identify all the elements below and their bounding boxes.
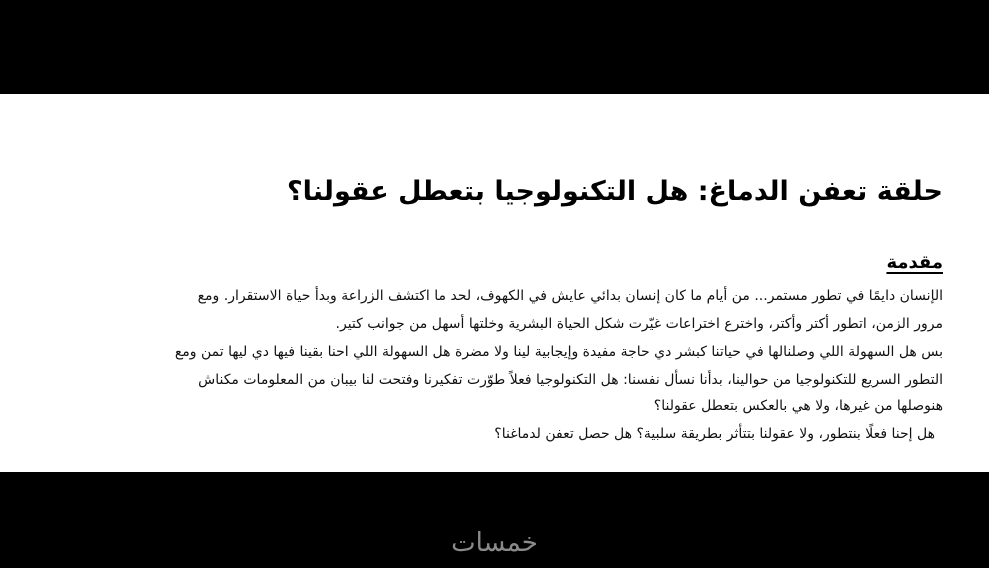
paragraph-line: مرور الزمن، اتطور أكتر وأكتر، واخترع اختراعات غيّرت شكل الحياة البشرية وخلتها أسهل من جوانب كتير. <box>335 316 943 332</box>
paragraph-line: التطور السريع للتكنولوجيا من حوالينا، بدأنا نسأل نفسنا: هل التكنولوجيا فعلاً طوّرت تفكيرنا وفتحت لنا بيبان من المعلومات مكناش <box>198 372 943 388</box>
document-title: حلقة تعفن الدماغ: هل التكنولوجيا بتعطل عقولنا؟ <box>286 176 943 207</box>
section-heading-introduction: مقدمة <box>886 252 943 273</box>
document-page <box>0 94 989 472</box>
paragraph-line: هنوصلها من غيرها، ولا هي بالعكس بتعطل عقولنا؟ <box>653 398 943 414</box>
paragraph-line: هل إحنا فعلًا بنتطور، ولا عقولنا بتتأثر بطريقة سلبية؟ هل حصل تعفن لدماغنا؟ <box>494 426 935 442</box>
paragraph-line: بس هل السهولة اللي وصلنالها في حياتنا كبشر دي حاجة مفيدة وإيجابية لينا ولا مضرة هل السهولة اللي احنا بقينا فيها دي ليها تمن ومع <box>174 344 943 360</box>
paragraph-line: الإنسان دايمًا في تطور مستمر... من أيام ما كان إنسان بدائي عايش في الكهوف، لحد ما اكتشف الزراعة وبدأ حياة الاستقرار. ومع <box>197 288 943 304</box>
khamsat-logo: خمسات <box>451 528 538 558</box>
